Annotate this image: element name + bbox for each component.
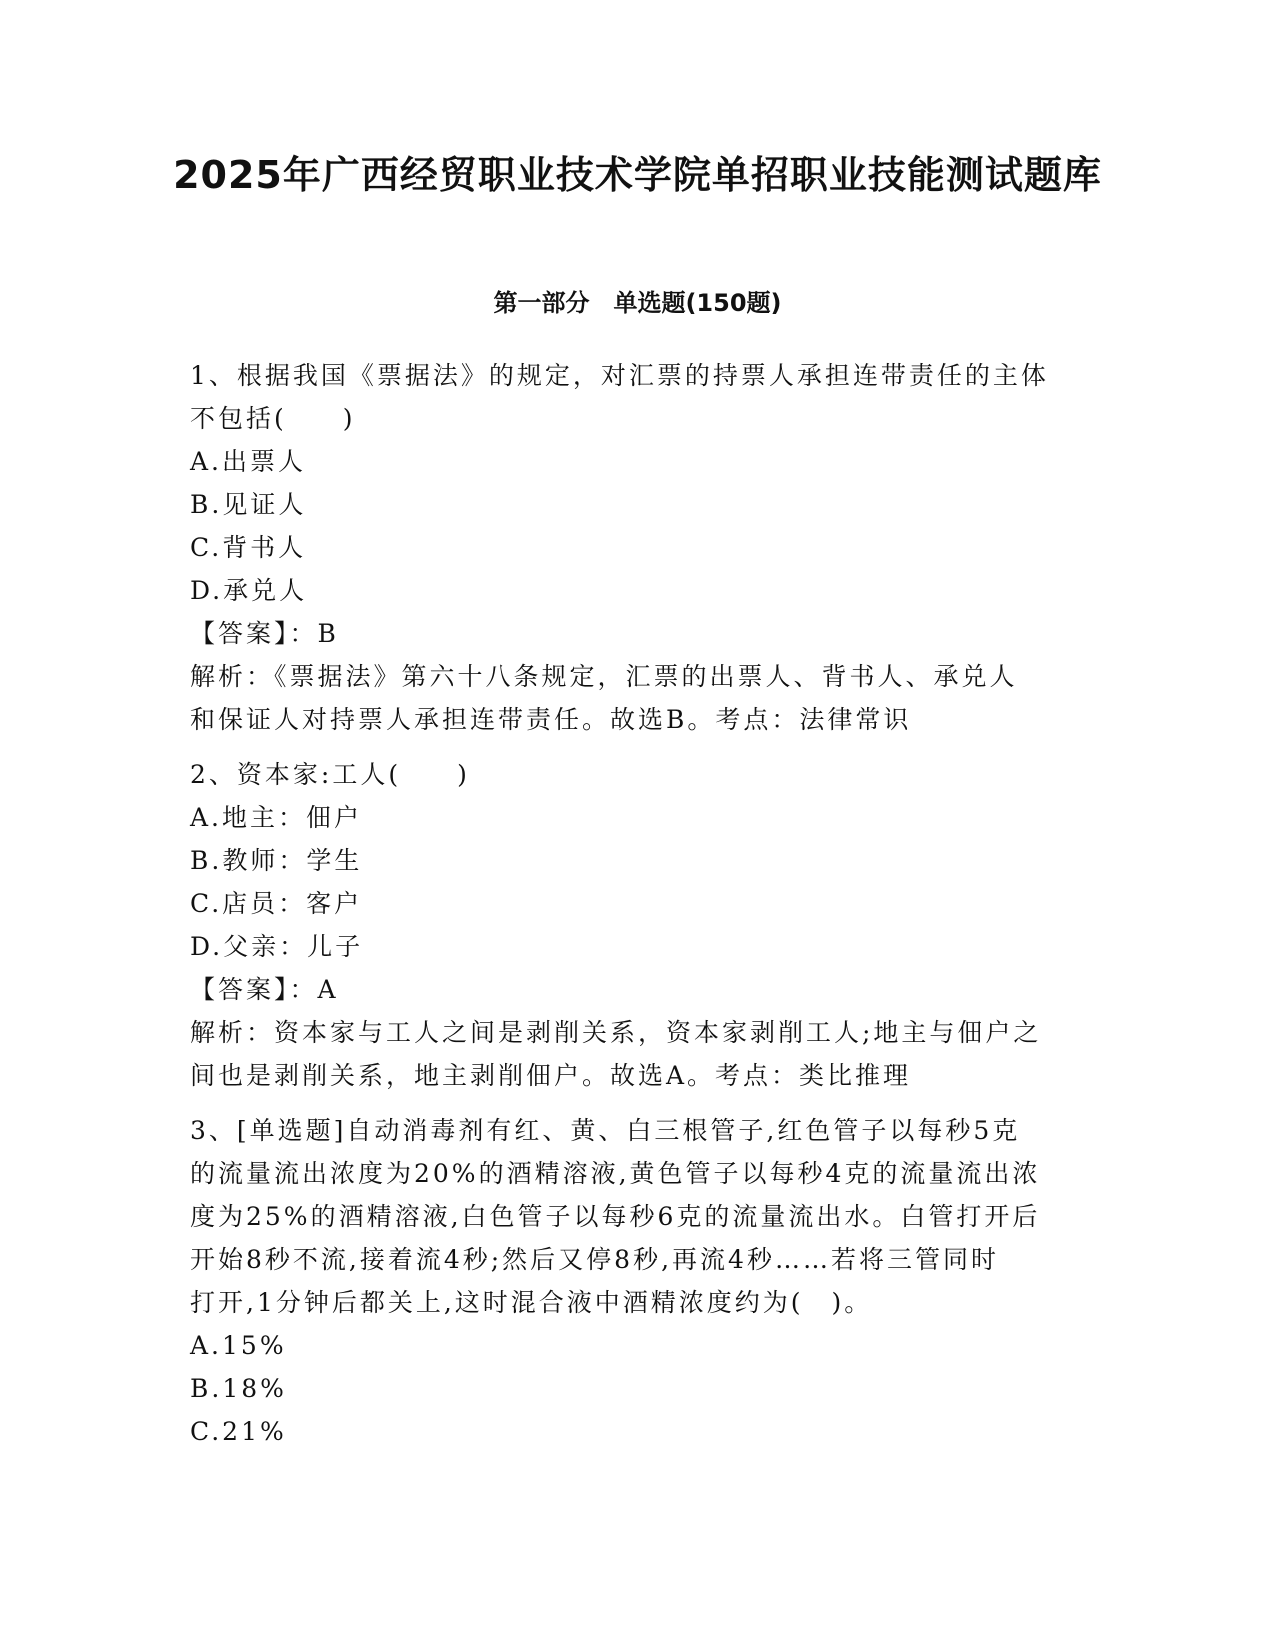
option-b: B.见证人 (190, 490, 307, 519)
question-line: 打开,1分钟后都关上,这时混合液中酒精浓度约为( )。 (190, 1288, 873, 1317)
question-line: 2、资本家:工人( ) (190, 760, 470, 789)
option-c: C.21% (190, 1417, 287, 1446)
option-d: D.父亲：儿子 (190, 932, 364, 961)
question-line: 开始8秒不流,接着流4秒;然后又停8秒,再流4秒……若将三管同时 (190, 1245, 999, 1274)
explanation-line: 解析：资本家与工人之间是剥削关系，资本家剥削工人;地主与佃户之 (190, 1018, 1042, 1047)
explanation (190, 1011, 1080, 1097)
explanation-line: 间也是剥削关系，地主剥削佃户。故选A。考点：类比推理 (190, 1061, 912, 1090)
answer: 【答案】：B (190, 619, 339, 648)
question-text (190, 1109, 1080, 1324)
explanation-line: 和保证人对持票人承担连带责任。故选B。考点：法律常识 (190, 705, 912, 734)
option-a: A.出票人 (190, 447, 307, 476)
question-3 (190, 1109, 1080, 1453)
question-line: 度为25%的酒精溶液,白色管子以每秒6克的流量流出水。白管打开后 (190, 1202, 1041, 1231)
option-b: B.教师：学生 (190, 846, 363, 875)
document-title: 2025年广西经贸职业技术学院单招职业技能测试题库 (173, 153, 1102, 197)
section-title: 第一部分 单选题(150题) (493, 289, 782, 317)
question-text (190, 354, 1080, 440)
answer: 【答案】：A (190, 975, 339, 1004)
option-d: D.承兑人 (190, 576, 308, 605)
option-c: C.店员：客户 (190, 889, 363, 918)
question-text (190, 753, 1080, 796)
question-line: 3、[单选题]自动消毒剂有红、黄、白三根管子,红色管子以每秒5克 (190, 1116, 1021, 1145)
question-line: 不包括( ) (190, 404, 356, 433)
explanation-line: 解析：《票据法》第六十八条规定，汇票的出票人、背书人、承兑人 (190, 662, 1018, 691)
question-2 (190, 753, 1080, 1097)
option-b: B.18% (190, 1374, 287, 1403)
option-a: A.地主：佃户 (190, 803, 363, 832)
question-line: 1、根据我国《票据法》的规定，对汇票的持票人承担连带责任的主体 (190, 361, 1049, 390)
question-1 (190, 354, 1080, 741)
option-c: C.背书人 (190, 533, 307, 562)
question-line: 的流量流出浓度为20%的酒精溶液,黄色管子以每秒4克的流量流出浓 (190, 1159, 1041, 1188)
question-list (190, 354, 1080, 1465)
explanation (190, 655, 1080, 741)
option-a: A.15% (190, 1331, 287, 1360)
